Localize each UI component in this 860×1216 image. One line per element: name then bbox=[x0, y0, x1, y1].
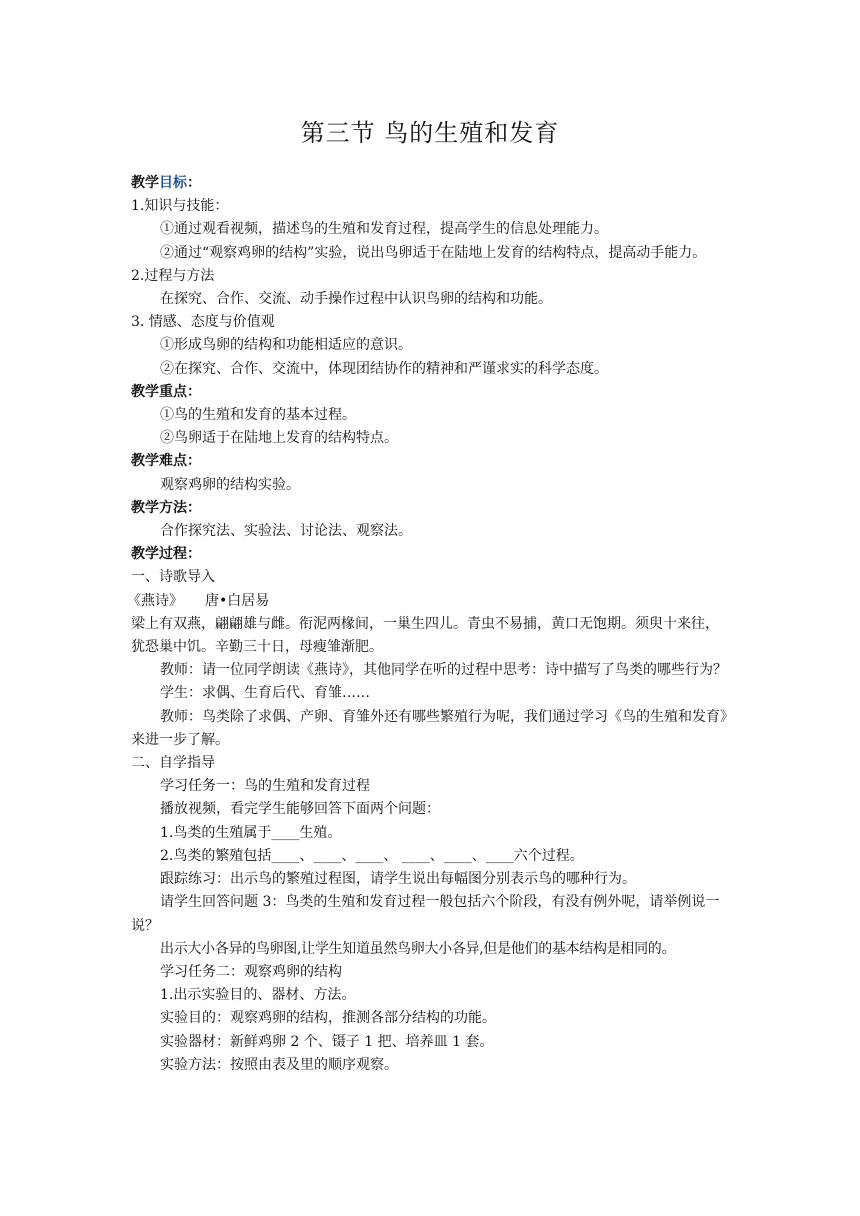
experiment-aim: 实验目的：观察鸡卵的结构，推测各部分结构的功能。 bbox=[160, 1010, 496, 1027]
objectives-colon: ： bbox=[187, 175, 201, 191]
task1-intro: 播放视频，看完学生能够回答下面两个问题： bbox=[160, 801, 440, 818]
objective-1b bbox=[131, 242, 731, 265]
objective-3a: ①形成鸟卵的结构和功能相适应的意识。 bbox=[160, 337, 412, 354]
egg-images-note: 出示大小各异的鸟卵图,让学生知道虽然鸟卵大小各异,但是他们的基本结构是相同的。 bbox=[160, 940, 676, 957]
experiment-method: 实验方法：按照由表及里的顺序观察。 bbox=[160, 1056, 398, 1073]
lesson-plan-body bbox=[127, 172, 731, 1077]
key-point-2: ②鸟卵适于在陆地上发育的结构特点。 bbox=[160, 430, 398, 447]
question-1: 1.鸟类的生殖属于____生殖。 bbox=[160, 824, 342, 841]
student-answer-1: 学生：求偶、生育后代、育雏…… bbox=[160, 685, 370, 702]
methods-heading: 教学方法： bbox=[131, 499, 201, 516]
poem-title: 《燕诗》 bbox=[127, 592, 183, 609]
experiment-equipment: 实验器材：新鲜鸡卵 2 个、镊子 1 把、培养皿 1 套。 bbox=[160, 1033, 494, 1050]
objective-2-heading: 2.过程与方法 bbox=[131, 267, 215, 284]
teacher-prompt-1-text: 教师：请一位同学朗读《燕诗》，其他同学在听的过程中思考：诗中描写了鸟类的哪些行为？ bbox=[160, 662, 727, 679]
part1-heading: 一、诗歌导入 bbox=[131, 569, 215, 586]
objectives-heading bbox=[131, 172, 731, 195]
task2-step-1: 1.出示实验目的、器材、方法。 bbox=[160, 987, 356, 1004]
poem-author: 唐•白居易 bbox=[205, 592, 270, 609]
key-points-heading: 教学重点： bbox=[131, 383, 201, 400]
teacher-prompt-2-text: 教师：鸟类除了求偶、产卵、育雏外还有哪些繁殖行为呢，我们通过学习《鸟的生殖和发育》来进一步了解。 bbox=[131, 708, 727, 748]
objective-3b: ②在探究、合作、交流中，体现团结协作的精神和严谨求实的科学态度。 bbox=[160, 360, 608, 377]
task1-heading: 学习任务一：鸟的生殖和发育过程 bbox=[160, 778, 370, 795]
teacher-prompt-2 bbox=[131, 706, 731, 752]
objective-2a: 在探究、合作、交流、动手操作过程中认识鸟卵的结构和功能。 bbox=[160, 291, 552, 308]
process-heading: 教学过程： bbox=[131, 546, 201, 563]
part2-heading: 二、自学指导 bbox=[131, 755, 215, 772]
question-2: 2.鸟类的繁殖包括____、____、____、 ____、____、____六个过程。 bbox=[160, 847, 584, 864]
objective-1-heading: 1.知识与技能： bbox=[131, 198, 229, 215]
teacher-prompt-1 bbox=[131, 659, 731, 682]
objectives-label-b: 目标 bbox=[159, 175, 187, 191]
difficulty-1: 观察鸡卵的结构实验。 bbox=[160, 476, 300, 493]
key-point-1: ①鸟的生殖和发育的基本过程。 bbox=[160, 407, 356, 424]
objectives-label-a: 教学 bbox=[131, 175, 159, 191]
page-title: 第三节 鸟的生殖和发育 bbox=[300, 119, 560, 147]
methods-1: 合作探究法、实验法、讨论法、观察法。 bbox=[160, 523, 412, 540]
poem-text: 梁上有双燕，翩翩雄与雌。衔泥两椽间，一巢生四儿。青虫不易捕，黄口无饱期。须臾十来往，犹恐巢中饥。辛勤三十日，母瘦雏渐肥。 bbox=[131, 615, 719, 656]
objective-1a: ①通过观看视频，描述鸟的生殖和发育过程，提高学生的信息处理能力。 bbox=[160, 221, 608, 238]
task2-heading: 学习任务二：观察鸡卵的结构 bbox=[160, 963, 342, 980]
practice-exercise: 跟踪练习：出示鸟的繁殖过程图，请学生说出每幅图分别表示鸟的哪种行为。 bbox=[160, 871, 636, 888]
question-3 bbox=[131, 891, 731, 937]
difficulty-heading: 教学难点： bbox=[131, 453, 201, 470]
poem-header bbox=[127, 590, 731, 613]
objective-3-heading: 3. 情感、态度与价值观 bbox=[131, 314, 275, 331]
question-3-text: 请学生回答问题 3：鸟类的生殖和发育过程一般包括六个阶段，有没有例外呢，请举例说一说？ bbox=[131, 894, 720, 934]
objective-1b-text: ②通过“观察鸡卵的结构”实验，说出鸟卵适于在陆地上发育的结构特点，提高动手能力。 bbox=[160, 244, 707, 261]
